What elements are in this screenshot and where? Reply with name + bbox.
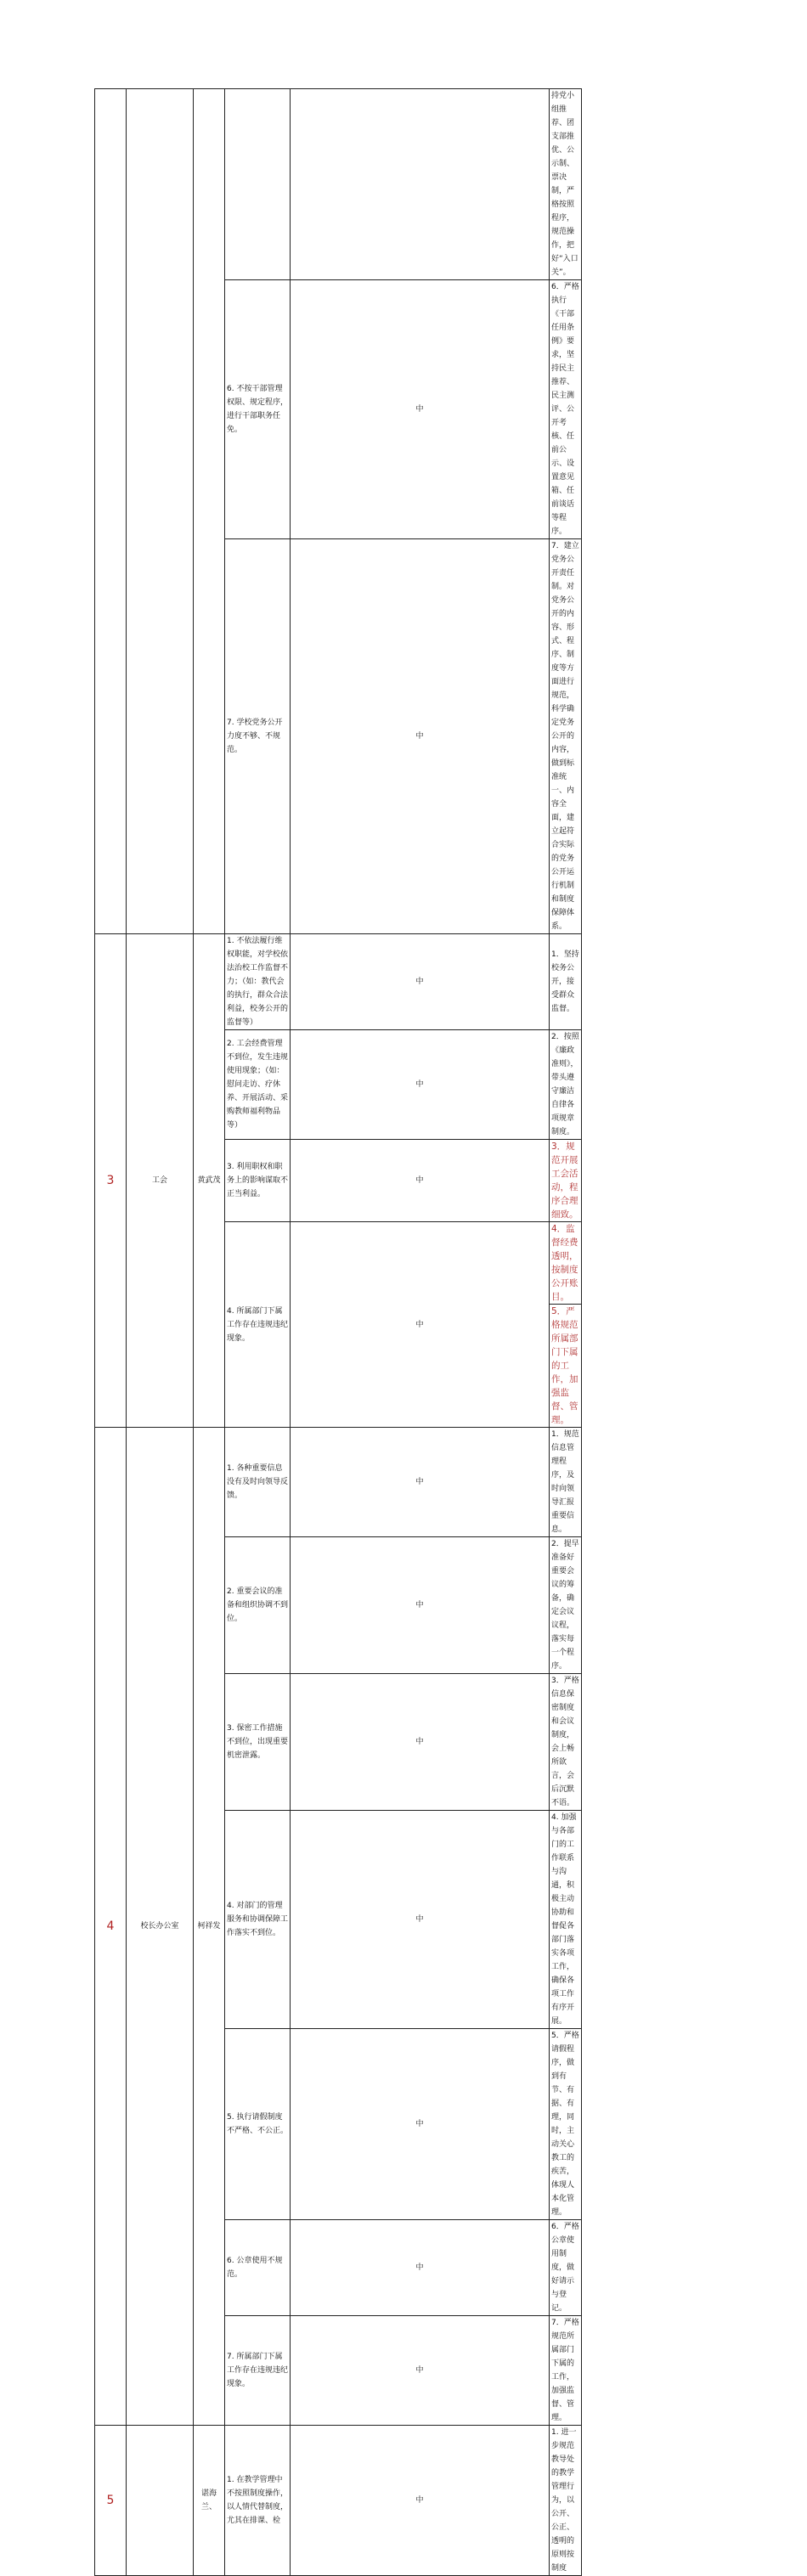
prevention-measure: 3．严格信息保密制度和会议制度，会上畅所欲言，会后沉默不语。 <box>550 1674 582 1811</box>
risk-level: 中 <box>291 2426 550 2576</box>
risk-level: 中 <box>291 1674 550 1811</box>
risk-level <box>291 89 550 280</box>
risk-level: 中 <box>291 1428 550 1537</box>
prevention-measure: 5．严格请假程序，做到有节、有据、有理，同时，主动关心教工的疾苦，体现人本化管理。 <box>550 2029 582 2220</box>
risk-description: 6. 公章使用不规范。 <box>225 2220 291 2316</box>
risk-level: 中 <box>291 2316 550 2426</box>
risk-level: 中 <box>291 1140 550 1222</box>
department-name <box>127 89 194 934</box>
responsible-person <box>194 89 225 934</box>
risk-table <box>94 88 788 2576</box>
risk-description: 2. 工会经费管理不到位，发生违规使用现象；（如：慰问走访、疗休养、开展活动、采购教师福利物品等） <box>225 1030 291 1140</box>
department-name: 校长办公室 <box>127 1428 194 2426</box>
risk-level: 中 <box>291 1537 550 1674</box>
section-number: 5 <box>95 2426 127 2576</box>
prevention-measure: 6．严格执行《干部任用条例》要求，坚持民主推荐、民主测评、公开考核、任前公示、设置意见箱、任前谈话等程序。 <box>550 280 582 539</box>
prevention-measure: 2．按照《廉政准则》，带头遵守廉洁自律各项规章制度。 <box>550 1030 582 1140</box>
prevention-measure: 持党小组推荐、团支部推优、公示制、票决制，严格按照程序，规范操作，把好“入口关”。 <box>550 89 582 280</box>
responsible-person: 柯祥发 <box>194 1428 225 2426</box>
responsible-person: 黄武茂 <box>194 934 225 1428</box>
table-row <box>95 2426 788 2576</box>
risk-level: 中 <box>291 1222 550 1428</box>
table-row <box>95 1428 788 1537</box>
section-number: 3 <box>95 934 127 1428</box>
department-name: 工会 <box>127 934 194 1428</box>
risk-description: 1. 不依法履行维权职能，对学校依法治校工作监督不力；（如：教代会的执行，群众合法利益，校务公开的监督等） <box>225 934 291 1030</box>
risk-description: 4. 所属部门下属工作存在违规违纪现象。 <box>225 1222 291 1428</box>
risk-description <box>225 89 291 280</box>
table-row <box>95 934 788 1030</box>
risk-description: 6. 不按干部管理权限、规定程序，进行干部职务任免。 <box>225 280 291 539</box>
prevention-measure: 4. 加强与各部门的工作联系与沟通，积极主动协助和督促各部门落实各项工作，确保各项工作有序开展。 <box>550 1811 582 2029</box>
risk-level: 中 <box>291 539 550 934</box>
prevention-measure: 2．提早准备好重要会议的筹备，确定会议议程，落实每一个程序。 <box>550 1537 582 1674</box>
prevention-measure: 7．严格规范所属部门下属的工作，加强监督、管理。 <box>550 2316 582 2426</box>
prevention-measure: 7．建立党务公开责任制。对党务公开的内容、形式、程序、制度等方面进行规范，科学确定党务公开的内容，做到标准统一、内容全面，建立起符合实际的党务公开运行机制和制度保障体系。 <box>550 539 582 934</box>
table-row <box>95 89 788 280</box>
risk-description: 5. 执行请假制度不严格、不公正。 <box>225 2029 291 2220</box>
prevention-measure: 1．规范信息管理程序，及时向领导汇报重要信息。 <box>550 1428 582 1537</box>
prevention-measure: 3．规范开展工会活动，程序合理细致。 <box>550 1140 582 1222</box>
risk-level: 中 <box>291 280 550 539</box>
risk-description: 4. 对部门的管理服务和协调保障工作落实不到位。 <box>225 1811 291 2029</box>
risk-description: 1. 各种重要信息没有及时向领导反馈。 <box>225 1428 291 1537</box>
section-number <box>95 89 127 934</box>
prevention-measure: 4．监督经费透明，按制度公开账目。 <box>550 1222 582 1305</box>
risk-level: 中 <box>291 934 550 1030</box>
prevention-measure: 1. 进一步规范教导处的教学管理行为，以公开、公正、透明的原则按制度 <box>550 2426 582 2576</box>
risk-level: 中 <box>291 2029 550 2220</box>
risk-description: 3. 保密工作措施不到位，出现重要机密泄露。 <box>225 1674 291 1811</box>
risk-description: 1. 在教学管理中不按照制度操作，以人情代替制度，尤其在排课、检 <box>225 2426 291 2576</box>
department-name <box>127 2426 194 2576</box>
risk-description: 7. 学校党务公开力度不够、不规范。 <box>225 539 291 934</box>
risk-level: 中 <box>291 1030 550 1140</box>
risk-description: 3. 利用职权和职务上的影响谋取不正当利益。 <box>225 1140 291 1222</box>
risk-level: 中 <box>291 2220 550 2316</box>
table-body <box>95 89 788 2576</box>
prevention-measure: 6．严格公章使用制度，做好请示与登记。 <box>550 2220 582 2316</box>
risk-level: 中 <box>291 1811 550 2029</box>
section-number: 4 <box>95 1428 127 2426</box>
prevention-measure: 5．严格规范所属部门下属的工作，加强监督、管理。 <box>550 1305 582 1428</box>
risk-description: 2. 重要会议的准备和组织协调不到位。 <box>225 1537 291 1674</box>
responsible-person: 谌海兰、 <box>194 2426 225 2576</box>
prevention-measure: 1．坚持校务公开，接受群众监督。 <box>550 934 582 1030</box>
risk-description: 7. 所属部门下属工作存在违规违纪现象。 <box>225 2316 291 2426</box>
